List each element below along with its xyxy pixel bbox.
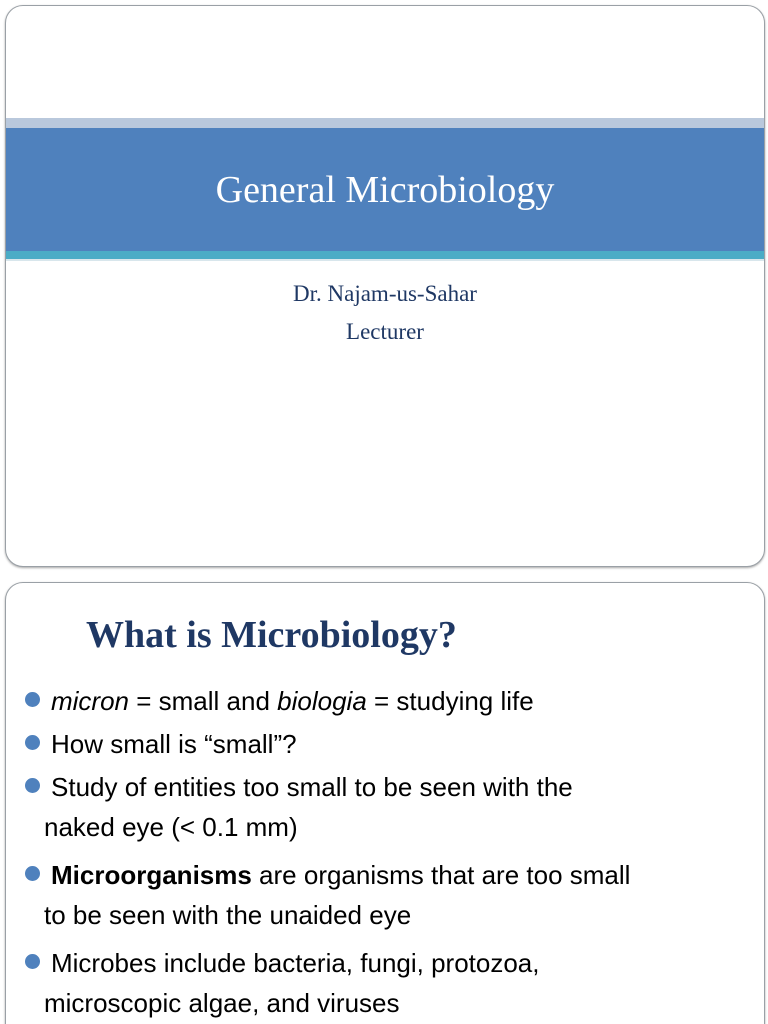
bullet-item [6,681,746,721]
term-biologia: biologia [277,686,367,716]
bullet-text-line-1 [44,855,746,895]
content-slide [5,582,765,1024]
slide-title: General Microbiology [215,169,555,211]
bullet-text-part: are organisms that are too small [251,860,631,890]
bullet-list [6,681,746,1024]
bullet-dot-icon [25,954,40,969]
title-band-accent-stripe [6,251,764,259]
title-band-divider [6,259,764,261]
bullet-text: How small is “small”? [51,729,297,759]
author-role: Lecturer [346,319,424,344]
slide-heading: What is Microbiology? [86,614,457,656]
author-name: Dr. Najam-us-Sahar [293,281,477,306]
bullet-dot-icon [25,866,40,881]
bullet-text-line-2: to be seen with the unaided eye [44,900,412,930]
term-microorganisms: Microorganisms [51,860,252,890]
title-slide [5,5,765,567]
bullet-text-line-1: Microbes include bacteria, fungi, protozoa, [51,948,540,978]
bullet-text-line-1: Study of entities too small to be seen with the [51,772,573,802]
title-band-top-stripe [6,118,764,128]
bullet-text [44,681,746,721]
bullet-item [6,724,746,764]
bullet-text-line-2: naked eye (< 0.1 mm) [44,812,298,842]
bullet-dot-icon [25,692,40,707]
bullet-item [6,855,746,935]
bullet-text-part: = small and [129,686,278,716]
bullet-item [6,767,746,847]
bullet-text-part: = studying life [366,686,534,716]
term-micron: micron [51,686,130,716]
bullet-text-line-2: microscopic algae, and viruses [44,988,400,1018]
bullet-dot-icon [25,778,40,793]
bullet-item [6,943,746,1023]
bullet-dot-icon [25,735,40,750]
